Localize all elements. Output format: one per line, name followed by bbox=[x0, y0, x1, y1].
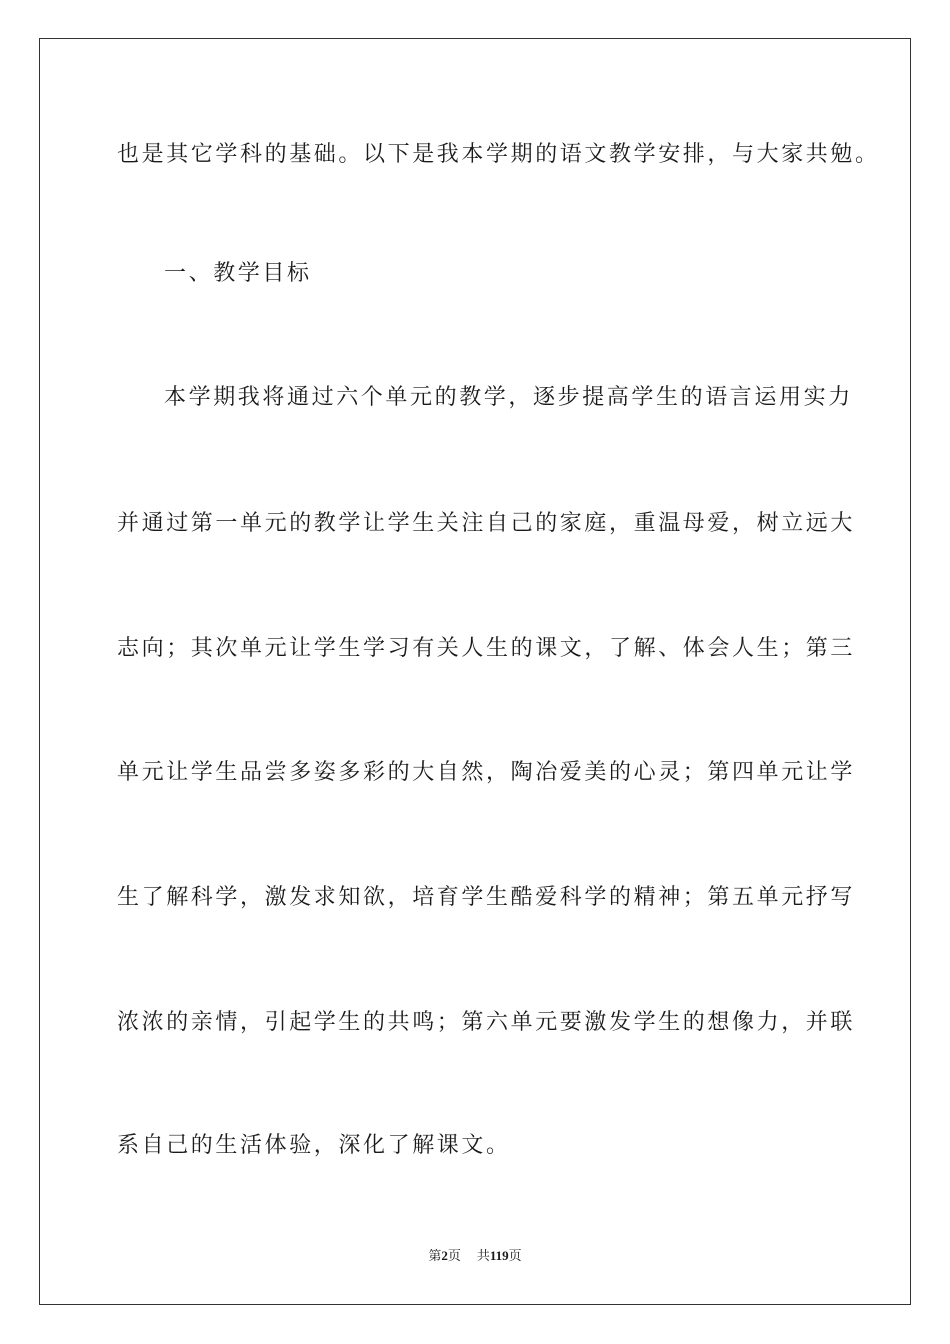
text-line-5: 志向；其次单元让学生学习有关人生的课文，了解、体会人生；第三 bbox=[117, 636, 856, 661]
page-suffix: 页 bbox=[447, 1248, 461, 1263]
text-line-4: 并通过第一单元的教学让学生关注自己的家庭，重温母爱，树立远大 bbox=[117, 511, 856, 536]
text-line-3: 本学期我将通过六个单元的教学，逐步提高学生的语言运用实力 bbox=[164, 385, 853, 410]
text-line-6: 单元让学生品尝多姿多彩的大自然，陶冶爱美的心灵；第四单元让学 bbox=[117, 760, 856, 785]
text-line-8: 浓浓的亲情，引起学生的共鸣；第六单元要激发学生的想像力，并联 bbox=[117, 1010, 856, 1035]
text-line-7: 生了解科学，激发求知欲，培育学生酷爱科学的精神；第五单元抒写 bbox=[117, 885, 856, 910]
page-number: 2 bbox=[441, 1248, 448, 1263]
section-heading: 一、教学目标 bbox=[164, 261, 312, 286]
text-line-9: 系自己的生活体验，深化了解课文。 bbox=[117, 1133, 511, 1158]
text-line-1: 也是其它学科的基础。以下是我本学期的语文教学安排，与大家共勉。 bbox=[117, 142, 880, 167]
total-pages: 119 bbox=[489, 1248, 509, 1263]
page-border bbox=[39, 38, 911, 1305]
total-suffix: 页 bbox=[508, 1248, 522, 1263]
total-prefix: 共 bbox=[476, 1248, 490, 1263]
page-footer bbox=[0, 1247, 950, 1265]
page-prefix: 第 bbox=[428, 1248, 442, 1263]
